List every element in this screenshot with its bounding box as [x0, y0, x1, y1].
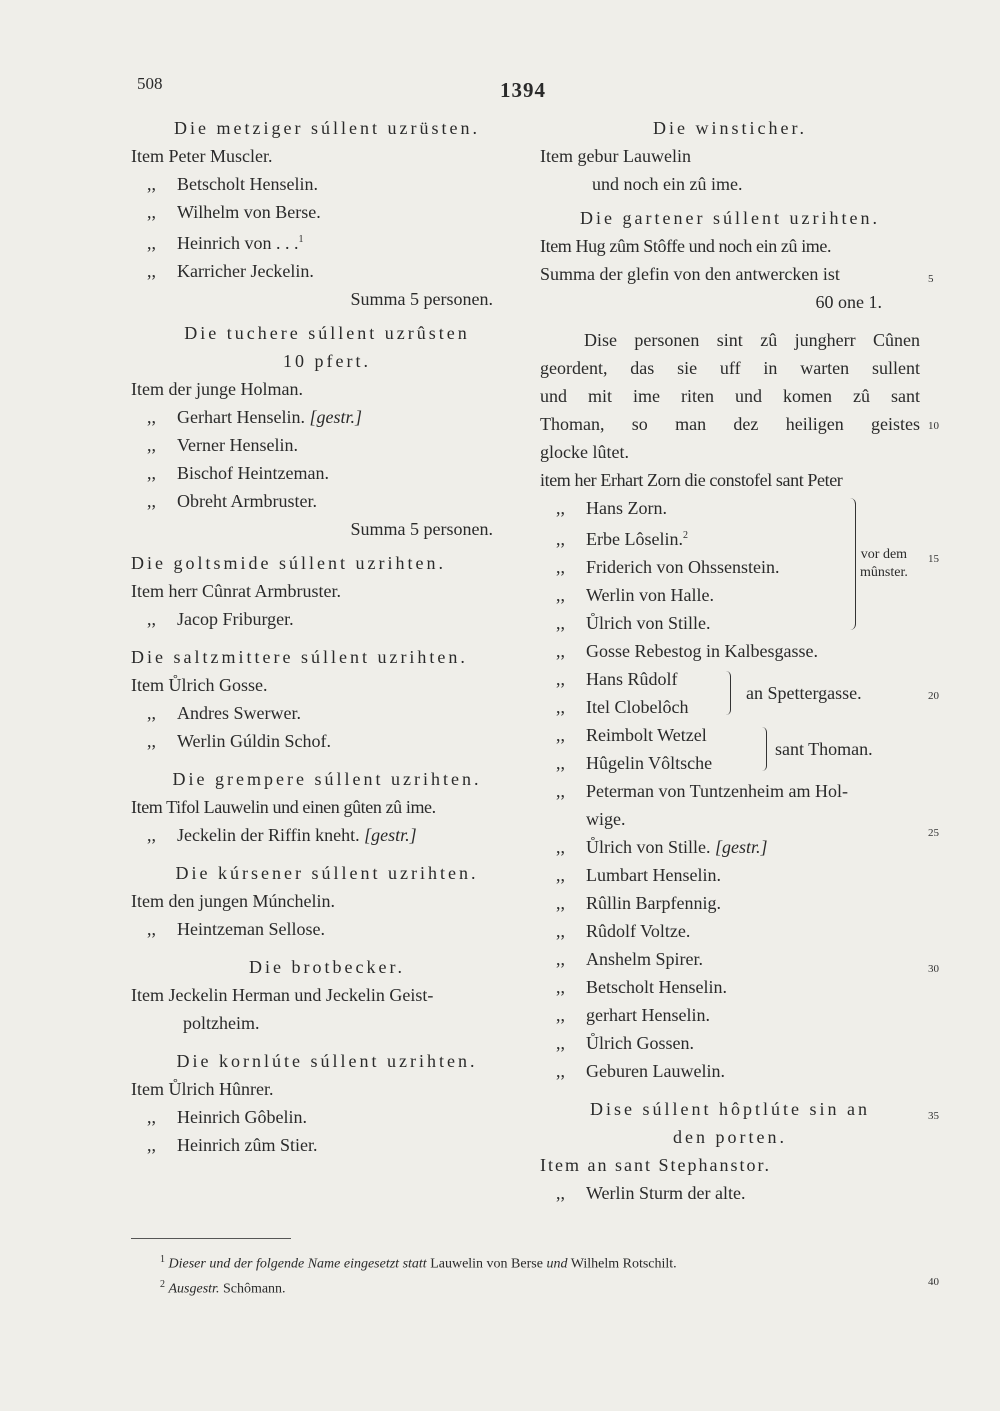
ditto-mark: ,,: [147, 1135, 156, 1155]
section-heading: Die brotbecker.: [249, 957, 405, 977]
paragraph-line: und mit ime riten und komen zû sant: [540, 386, 920, 406]
ditto-mark: ,,: [556, 529, 565, 549]
footnote-1: $^1$ Dieser und der folgende Name eingesetzt statt Lauwelin von Berse und Wilhelm Rotschilt.: [160, 1254, 677, 1272]
entry-line: ,, Karricher Jeckelin.: [131, 257, 523, 285]
entry-line: ,, Bischof Heintzeman.: [131, 459, 523, 487]
section-heading: Die saltzmittere súllent uzrihten.: [131, 647, 468, 667]
entry-line: ,, Heinrich Gôbelin.: [131, 1103, 523, 1131]
group-spettergasse: [540, 665, 920, 721]
ditto-mark: ,,: [147, 174, 156, 194]
ditto-mark: ,,: [556, 498, 565, 518]
entry-line: Item herr Cûnrat Armbruster.: [131, 581, 341, 601]
entry-line: ,, Heinrich von . . .$^1$: [131, 226, 523, 257]
paragraph-line: geordent, das sie uff in warten sullent: [540, 358, 920, 378]
brace: [758, 727, 767, 771]
ditto-mark: ,,: [147, 1107, 156, 1127]
entry-line: poltzheim.: [183, 1013, 260, 1033]
ditto-mark: ,,: [556, 697, 565, 717]
paragraph-line: Thoman, so man dez heiligen geistes: [540, 414, 920, 434]
entry-line: ,, Anshelm Spirer.: [540, 945, 920, 973]
group-sant-thoman: [540, 721, 920, 777]
entry-line: ,, Gosse Rebestog in Kalbesgasse.: [540, 637, 920, 665]
ditto-mark: ,,: [147, 919, 156, 939]
section-goltsmide: [131, 549, 523, 633]
entry-line: ,, Andres Swerwer.: [131, 699, 523, 727]
entry-line: Item an sant Stephanstor.: [540, 1155, 771, 1175]
brace-label: vor dem mûnster.: [860, 547, 908, 580]
ditto-mark: ,,: [556, 921, 565, 941]
entry-line: ,, Hûgelin Vôltsche: [540, 749, 920, 777]
entry-line: Item Hug zûm Stôffe und noch ein zû ime.: [540, 236, 832, 256]
ditto-mark: ,,: [147, 491, 156, 511]
line-number: 35: [928, 1110, 939, 1122]
ditto-mark: ,,: [556, 1005, 565, 1025]
ditto-mark: ,,: [556, 781, 565, 801]
gestr-note: [gestr.]: [715, 837, 768, 857]
section-heading: Dise súllent hôptlúte sin an: [590, 1099, 870, 1119]
footnote-rule: [131, 1238, 291, 1239]
paragraph-line: Dise personen sint zû jungherr Cûnen: [584, 330, 920, 350]
ditto-mark: ,,: [147, 731, 156, 751]
entry-line: Item Ůlrich Gosse.: [131, 675, 268, 695]
line-number: 15: [928, 553, 939, 565]
ditto-mark: ,,: [556, 725, 565, 745]
entry-line: Item gebur Lauwelin: [540, 146, 691, 166]
ditto-mark: ,,: [556, 1061, 565, 1081]
right-column: [540, 114, 920, 1207]
year-heading: 1394: [500, 78, 546, 102]
entry-line: Item den jungen Múnchelin.: [131, 891, 335, 911]
brace-label: sant Thoman.: [775, 739, 873, 759]
ditto-mark: ,,: [556, 1033, 565, 1053]
ditto-mark: ,,: [556, 669, 565, 689]
entry-line: ,, Reimbolt Wetzel: [540, 721, 920, 749]
entry-line: ,, Hans Rûdolf: [540, 665, 920, 693]
section-heading: Die kúrsener súllent uzrihten.: [175, 863, 479, 883]
ditto-mark: ,,: [147, 233, 156, 253]
section-heading: Die grempere súllent uzrihten.: [172, 769, 482, 789]
entry-line: ,, Hans Zorn.: [540, 494, 920, 522]
line-number: 5: [928, 273, 934, 285]
ditto-mark: ,,: [147, 435, 156, 455]
entry-line: ,, Werlin Gúldin Schof.: [131, 727, 523, 755]
ditto-mark: ,,: [147, 703, 156, 723]
section-heading: Die gartener súllent uzrihten.: [580, 208, 880, 228]
footnote-ref: 2: [682, 530, 688, 541]
ditto-mark: ,,: [556, 585, 565, 605]
entry-line: ,, Itel Clobelôch: [540, 693, 920, 721]
footnotes: [160, 1250, 677, 1299]
entry-line: 60 one 1.: [815, 292, 882, 312]
brace: [845, 498, 856, 630]
ditto-mark: ,,: [556, 641, 565, 661]
footnote-2: $^2$ Ausgestr. Schômann.: [160, 1278, 286, 1297]
entry-line: ,, Erbe Lôselin.$^2$: [540, 522, 920, 553]
section-heading: Die metziger súllent uzrüsten.: [174, 118, 480, 138]
entry-line: ,, Werlin Sturm der alte.: [540, 1179, 920, 1207]
ditto-mark: ,,: [147, 825, 156, 845]
paragraph-line: glocke lûtet.: [540, 442, 629, 462]
entry-line: ,, Ůlrich von Stille.: [540, 609, 920, 637]
section-saltzmittere: [131, 643, 523, 755]
section-heading: 10 pfert.: [283, 351, 371, 371]
ditto-mark: ,,: [556, 977, 565, 997]
paragraph-line: item her Erhart Zorn die constofel sant Peter: [540, 470, 843, 490]
entry-line: ,, Heintzeman Sellose.: [131, 915, 523, 943]
gestr-note: [gestr.]: [309, 407, 362, 427]
section-heading: Die kornlúte súllent uzrihten.: [176, 1051, 478, 1071]
section-winsticher: [540, 114, 920, 198]
line-number: 10: [928, 420, 939, 432]
ditto-mark: ,,: [147, 609, 156, 629]
brace-label: an Spettergasse.: [746, 683, 862, 703]
entry-line: ,, Betscholt Henselin.: [540, 973, 920, 1001]
entry-line: ,, Ůlrich Gossen.: [540, 1029, 920, 1057]
ditto-mark: ,,: [556, 1183, 565, 1203]
entry-line: ,, Verner Henselin.: [131, 431, 523, 459]
section-tuchere: [131, 319, 523, 543]
ditto-mark: ,,: [147, 407, 156, 427]
entry-line: ,, Jacop Friburger.: [131, 605, 523, 633]
gestr-note: [gestr.]: [364, 825, 417, 845]
entry-line: ,, Friderich von Ohssenstein.: [540, 553, 920, 581]
section-metziger: [131, 114, 523, 313]
entry-line: ,, Gerhart Henselin. [gestr.]: [131, 403, 523, 431]
summa-line: Summa 5 personen.: [350, 519, 493, 539]
section-gartener: [540, 204, 920, 316]
entry-line: ,, Wilhelm von Berse.: [131, 198, 523, 226]
ditto-mark: ,,: [556, 865, 565, 885]
entry-line: ,, Rûdolf Voltze.: [540, 917, 920, 945]
ditto-mark: ,,: [147, 261, 156, 281]
entry-line: ,, Betscholt Henselin.: [131, 170, 523, 198]
ditto-mark: ,,: [147, 202, 156, 222]
entry-line: ,, gerhart Henselin.: [540, 1001, 920, 1029]
group-vor-dem-munster: [540, 494, 920, 637]
section-heading: Die tuchere súllent uzrûsten: [184, 323, 470, 343]
entry-line: ,, Heinrich zûm Stier.: [131, 1131, 523, 1159]
section-heading: den porten.: [673, 1127, 787, 1147]
entry-line: wige.: [586, 809, 626, 829]
entry-line: Item Peter Muscler.: [131, 146, 273, 166]
entry-line: und noch ein zû ime.: [592, 174, 743, 194]
section-heading: Die goltsmide súllent uzrihten.: [131, 553, 446, 573]
ditto-mark: ,,: [556, 949, 565, 969]
brace: [722, 671, 731, 715]
entry-line: ,, Rûllin Barpfennig.: [540, 889, 920, 917]
entry-line: ,, Jeckelin der Riffin kneht. [gestr.]: [131, 821, 523, 849]
line-number: 30: [928, 963, 939, 975]
section-houptlute: [540, 1095, 920, 1207]
entry-line: Summa der glefin von den antwercken ist: [540, 264, 840, 284]
entry-line: Item Ůlrich Hûnrer.: [131, 1079, 274, 1099]
summa-line: Summa 5 personen.: [350, 289, 493, 309]
line-number: 40: [928, 1276, 939, 1288]
entry-line: ,, Obreht Armbruster.: [131, 487, 523, 515]
footnote-ref: 1: [298, 234, 304, 245]
page-number: 508: [137, 74, 163, 93]
entry-line: Item Tifol Lauwelin und einen gûten zû ime.: [131, 797, 436, 817]
paragraph-dise-personen: [540, 326, 920, 494]
entry-line: ,, Ůlrich von Stille. [gestr.]: [540, 833, 920, 861]
entry-line: ,, Geburen Lauwelin.: [540, 1057, 920, 1085]
ditto-mark: ,,: [147, 463, 156, 483]
ditto-mark: ,,: [556, 557, 565, 577]
ditto-mark: ,,: [556, 893, 565, 913]
ditto-mark: ,,: [556, 753, 565, 773]
entry-line: Item der junge Holman.: [131, 379, 303, 399]
section-kursener: [131, 859, 523, 943]
ditto-mark: ,,: [556, 613, 565, 633]
ditto-mark: ,,: [556, 837, 565, 857]
left-column: [131, 114, 523, 1159]
line-number: 25: [928, 827, 939, 839]
entry-line: ,, Werlin von Halle.: [540, 581, 920, 609]
section-brotbecker: [131, 953, 523, 1037]
section-grempere: [131, 765, 523, 849]
entry-line: ,, Peterman von Tuntzenheim am Hol-: [540, 777, 920, 805]
section-heading: Die winsticher.: [653, 118, 807, 138]
section-kornlute: [131, 1047, 523, 1159]
entry-line: Item Jeckelin Herman und Jeckelin Geist-: [131, 985, 434, 1005]
entry-line: ,, Lumbart Henselin.: [540, 861, 920, 889]
line-number: 20: [928, 690, 939, 702]
